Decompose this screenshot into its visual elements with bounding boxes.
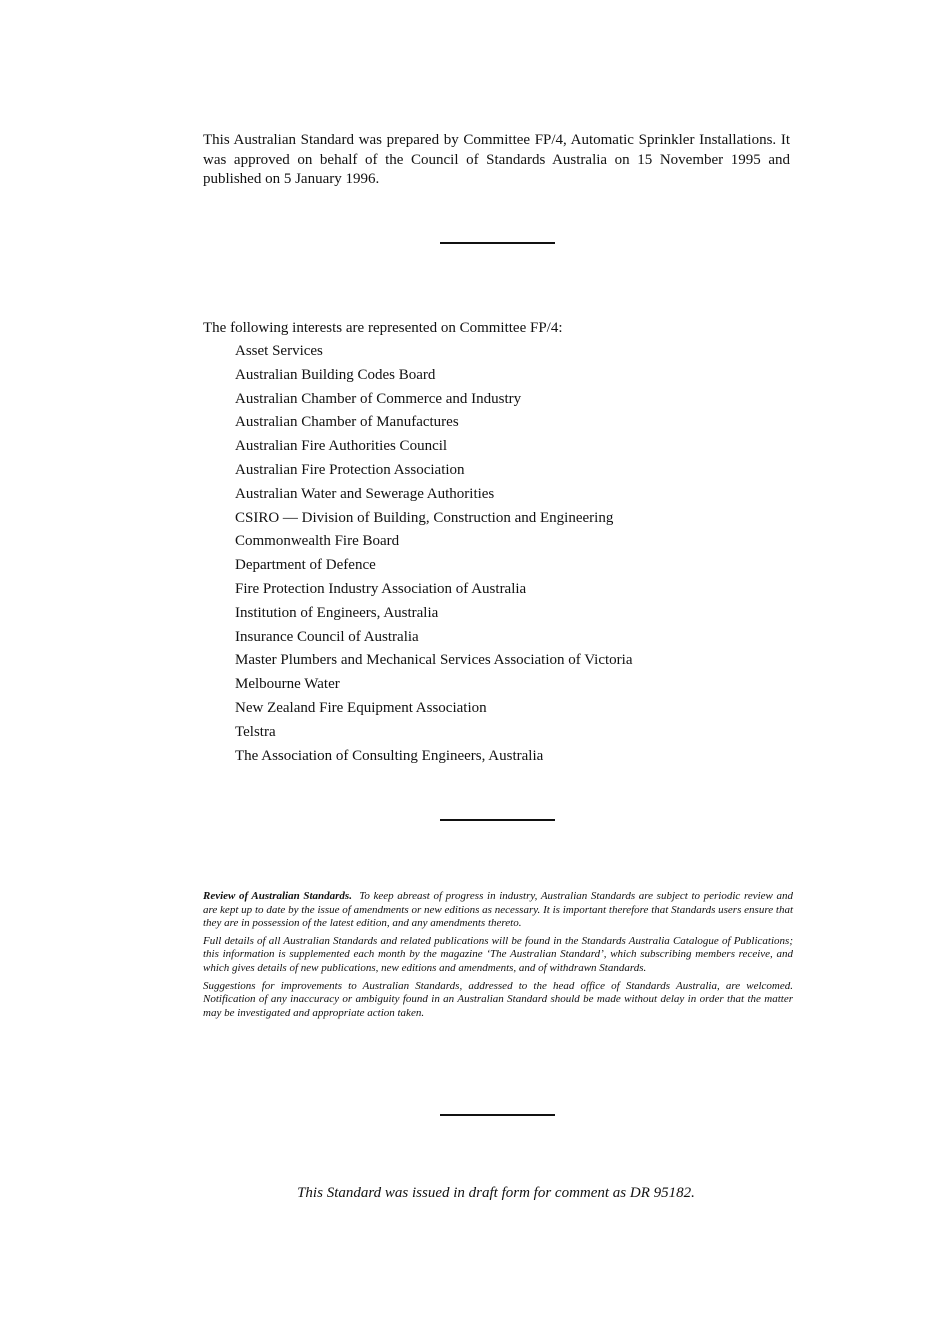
list-item: Department of Defence [235, 557, 376, 574]
list-item: Insurance Council of Australia [235, 628, 419, 645]
review-heading: Review of Australian Standards. [203, 890, 352, 902]
list-item: Australian Chamber of Commerce and Industry [235, 390, 522, 407]
review-paragraph: Full details of all Australian Standards and related publications will be found in the Standards Australia Catalogue of Publications; this information is supplemented each month by the magazine ‘The Australian Standard’, which subscribing members receive, and which gives details of new publications, new editions and amendments, and of withdrawn Standards. [203, 934, 793, 974]
list-item: Commonwealth Fire Board [235, 533, 400, 550]
review-paragraph: Suggestions for improvements to Australian Standards, addressed to the head office of Standards Australia, are welcomed. Notification of any inaccuracy or ambiguity found in an Australian Standard should be made without delay in order that the matter may be investigated and appropriate action taken. [203, 979, 793, 1019]
list-item: Asset Services [235, 343, 323, 359]
review-notice [203, 890, 793, 1024]
list-item: Australian Building Codes Board [235, 366, 436, 383]
list-item: Australian Fire Protection Association [235, 461, 465, 478]
list-item: Melbourne Water [235, 676, 340, 693]
list-item: Master Plumbers and Mechanical Services Association of Victoria [235, 652, 633, 669]
section-divider [440, 819, 555, 821]
section-divider [440, 1114, 555, 1116]
list-item: Australian Fire Authorities Council [235, 438, 448, 455]
list-item: Australian Chamber of Manufactures [235, 414, 459, 431]
draft-note: This Standard was issued in draft form for comment as DR 95182. [297, 1185, 695, 1201]
list-item: Institution of Engineers, Australia [235, 604, 439, 621]
committee-member-list [235, 341, 632, 769]
list-item: Telstra [235, 723, 276, 740]
list-item: The Association of Consulting Engineers, Australia [235, 747, 544, 764]
list-item: Australian Water and Sewerage Authorities [235, 485, 495, 502]
review-text: To keep abreast of progress in industry, Australian Standards are subject to periodic review and are kept up to date by the issue of amendments or new editions as necessary. It is important therefore that Standards users ensure that they are in possession of the latest edition, and any amendments thereto. [203, 890, 793, 930]
list-item: Fire Protection Industry Association of Australia [235, 580, 527, 597]
section-divider [440, 242, 555, 244]
committee-heading: The following interests are represented on Committee FP/4: [203, 320, 563, 336]
list-item: New Zealand Fire Equipment Association [235, 699, 487, 716]
approval-statement: This Australian Standard was prepared by Committee FP/4, Automatic Sprinkler Installations. It was approved on behalf of the Council of Standards Australia on 15 November 1995 and published on 5 January 1996. [203, 132, 790, 187]
review-paragraph [203, 890, 793, 931]
list-item: CSIRO — Division of Building, Construction and Engineering [235, 509, 614, 526]
